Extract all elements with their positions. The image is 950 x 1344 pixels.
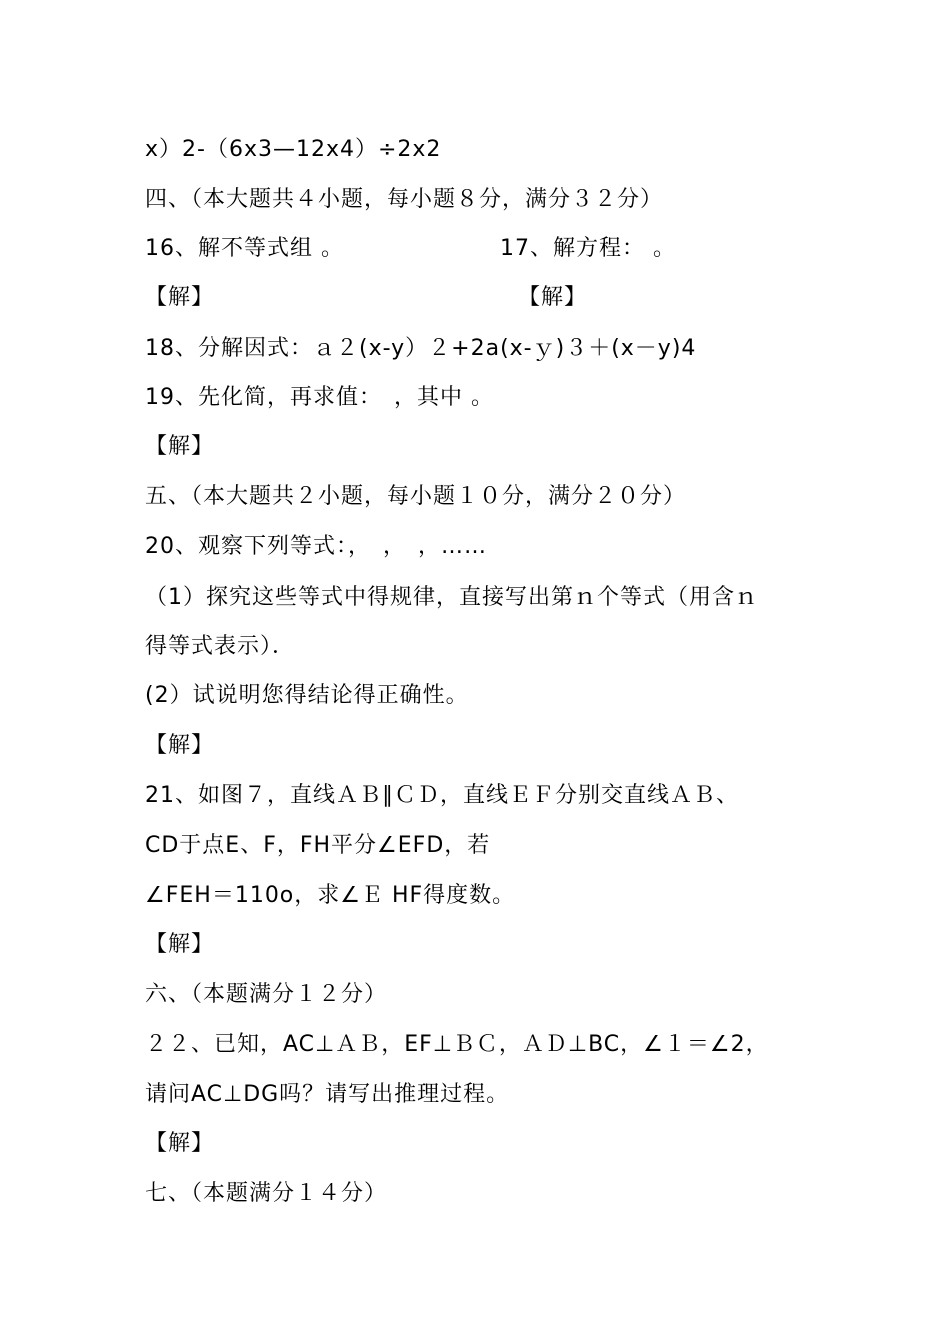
question-20-part-2: (2）试说明您得结论得正确性。 [145,683,469,708]
question-20: 20、观察下列等式：， ， ，…… [145,534,487,559]
question-21: 21、如图７，直线ＡＢ∥ＣＤ，直线ＥＦ分别交直线ＡＢ、 [145,783,739,808]
question-21-cont-2: ∠FEH＝110o，求∠Ｅ HF得度数。 [145,883,516,908]
section-six-heading: 六、（本题满分１２分） [145,982,388,1007]
question-20-part-1: （1）探究这些等式中得规律，直接写出第ｎ个等式（用含ｎ [145,585,758,610]
text-line-expression-end: x）2-（6x3—12x4）÷2x2 [145,137,442,162]
question-21-cont: CD于点E、F，FH平分∠EFD，若 [145,833,491,858]
answer-label-16: 【解】 [145,285,215,310]
section-five-heading: 五、（本大题共２小题，每小题１０分，满分２０分） [145,484,687,509]
question-19: 19、先化简，再求值： ，其中 。 [145,385,494,410]
question-row-16-17 [145,234,845,264]
section-seven-heading: 七、（本题满分１４分） [145,1181,388,1206]
question-20-part-1-cont: 得等式表示）． [145,634,296,659]
question-22: ２２、已知，AC⊥ＡＢ，EF⊥ＢＣ，ＡＤ⊥BC，∠１＝∠2， [145,1032,769,1057]
answer-label-19: 【解】 [145,434,215,459]
question-17: 17、解方程： 。 [500,236,676,261]
answer-label-20: 【解】 [145,733,215,758]
answer-label-22: 【解】 [145,1131,215,1156]
answer-label-21: 【解】 [145,932,215,957]
answer-label-17: 【解】 [518,285,588,310]
section-four-heading: 四、（本大题共４小题，每小题８分，满分３２分） [145,187,664,212]
question-16: 16、解不等式组 。 [145,236,344,261]
answer-row-16-17 [145,283,845,313]
question-18: 18、分解因式：ａ２(x-y）２+2a(x-ｙ)３＋(x－y)4 [145,336,697,361]
question-22-cont: 请问AC⊥DG吗？请写出推理过程。 [145,1082,510,1107]
